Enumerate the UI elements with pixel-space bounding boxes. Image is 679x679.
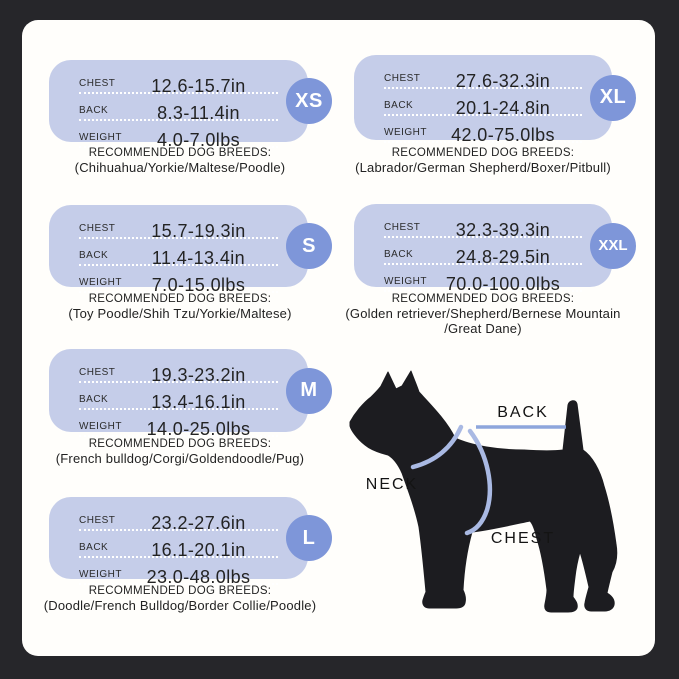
weight-value: 14.0-25.0lbs	[146, 419, 251, 439]
chest-label: CHEST	[79, 515, 116, 526]
breeds-list: (Doodle/French Bulldog/Border Collie/Poodle)	[43, 598, 317, 613]
back-row	[384, 238, 582, 265]
weight-row	[79, 410, 278, 437]
chest-label: CHEST	[79, 223, 116, 234]
breeds-note-xl	[333, 146, 633, 175]
size-badge-s: S	[286, 223, 332, 269]
chest-label: CHEST	[384, 73, 421, 84]
chest-value: 15.7-19.3in	[151, 221, 246, 241]
breeds-note-l	[30, 584, 330, 613]
back-label: BACK	[384, 249, 414, 260]
back-value: 13.4-16.1in	[151, 392, 246, 412]
back-value: 11.4-13.4in	[151, 248, 246, 268]
weight-label: WEIGHT	[79, 277, 122, 288]
weight-row	[79, 558, 278, 585]
weight-label: WEIGHT	[384, 127, 427, 138]
breeds-note-m	[30, 437, 330, 466]
chest-row	[79, 356, 278, 383]
chest-value: 19.3-23.2in	[151, 365, 246, 385]
weight-row	[79, 121, 278, 148]
weight-value: 70.0-100.0lbs	[445, 274, 561, 294]
weight-value: 7.0-15.0lbs	[151, 275, 246, 295]
back-row	[384, 89, 582, 116]
weight-row	[384, 265, 582, 292]
back-value: 16.1-20.1in	[151, 540, 246, 560]
back-row	[79, 94, 278, 121]
breeds-list: (Labrador/German Shepherd/Boxer/Pitbull)	[355, 160, 611, 175]
breeds-list: (Toy Poodle/Shih Tzu/Yorkie/Maltese)	[68, 306, 292, 321]
breeds-note-s	[30, 292, 330, 321]
back-value: 8.3-11.4in	[157, 103, 240, 123]
weight-value: 23.0-48.0lbs	[146, 567, 251, 587]
weight-label: WEIGHT	[384, 276, 427, 287]
size-badge-xs: XS	[286, 78, 332, 124]
chest-row	[79, 67, 278, 94]
back-row	[79, 239, 278, 266]
size-badge-xxl: XXL	[590, 223, 636, 269]
breeds-title: RECOMMENDED DOG BREEDS:	[88, 585, 272, 597]
chest-label: CHEST	[79, 367, 116, 378]
weight-value: 4.0-7.0lbs	[156, 130, 241, 150]
chest-value: 12.6-15.7in	[151, 76, 246, 96]
back-label: BACK	[384, 100, 414, 111]
weight-label: WEIGHT	[79, 569, 122, 580]
breeds-note-xs	[30, 146, 330, 175]
weight-value: 42.0-75.0lbs	[451, 125, 555, 145]
breeds-title: RECOMMENDED DOG BREEDS:	[391, 293, 575, 305]
chest-label: CHEST	[79, 78, 116, 89]
back-label: BACK	[79, 250, 109, 261]
breeds-list: (Golden retriever/Shepherd/Bernese Mountain /Great Dane)	[345, 306, 621, 336]
breeds-title: RECOMMENDED DOG BREEDS:	[88, 293, 272, 305]
size-card-l	[49, 497, 316, 587]
back-row	[79, 531, 278, 558]
diagram-back-label: BACK	[497, 404, 549, 421]
chest-value: 23.2-27.6in	[151, 513, 246, 533]
diagram-neck-label: NECK	[365, 476, 419, 493]
breeds-title: RECOMMENDED DOG BREEDS:	[391, 147, 575, 159]
breeds-list: (French bulldog/Corgi/Goldendoodle/Pug)	[55, 451, 305, 466]
back-label: BACK	[79, 394, 109, 405]
back-label: BACK	[79, 105, 109, 116]
weight-label: WEIGHT	[79, 132, 122, 143]
chest-value: 32.3-39.3in	[455, 220, 551, 240]
size-badge-xl: XL	[590, 75, 636, 121]
size-card-m	[49, 349, 318, 439]
breeds-list: (Chihuahua/Yorkie/Maltese/Poodle)	[74, 160, 286, 175]
weight-row	[384, 116, 582, 143]
diagram-chest-label: CHEST	[490, 530, 556, 547]
back-row	[79, 383, 278, 410]
breeds-title: RECOMMENDED DOG BREEDS:	[88, 147, 272, 159]
size-card-xxl	[354, 204, 628, 294]
back-value: 20.1-24.8in	[455, 98, 551, 118]
chest-row	[79, 504, 278, 531]
size-card-xs	[49, 60, 323, 150]
size-badge-l: L	[286, 515, 332, 561]
back-value: 24.8-29.5in	[455, 247, 551, 267]
chart-panel	[22, 20, 655, 656]
weight-row	[79, 266, 278, 293]
size-badge-m: M	[286, 368, 332, 414]
weight-label: WEIGHT	[79, 421, 122, 432]
size-card-xl	[354, 55, 627, 145]
breeds-note-xxl	[333, 292, 633, 336]
size-card-s	[49, 205, 316, 295]
chest-value: 27.6-32.3in	[455, 71, 551, 91]
chest-row	[384, 62, 582, 89]
chest-row	[384, 211, 582, 238]
breeds-title: RECOMMENDED DOG BREEDS:	[88, 438, 272, 450]
chest-label: CHEST	[384, 222, 421, 233]
chest-row	[79, 212, 278, 239]
back-label: BACK	[79, 542, 109, 553]
